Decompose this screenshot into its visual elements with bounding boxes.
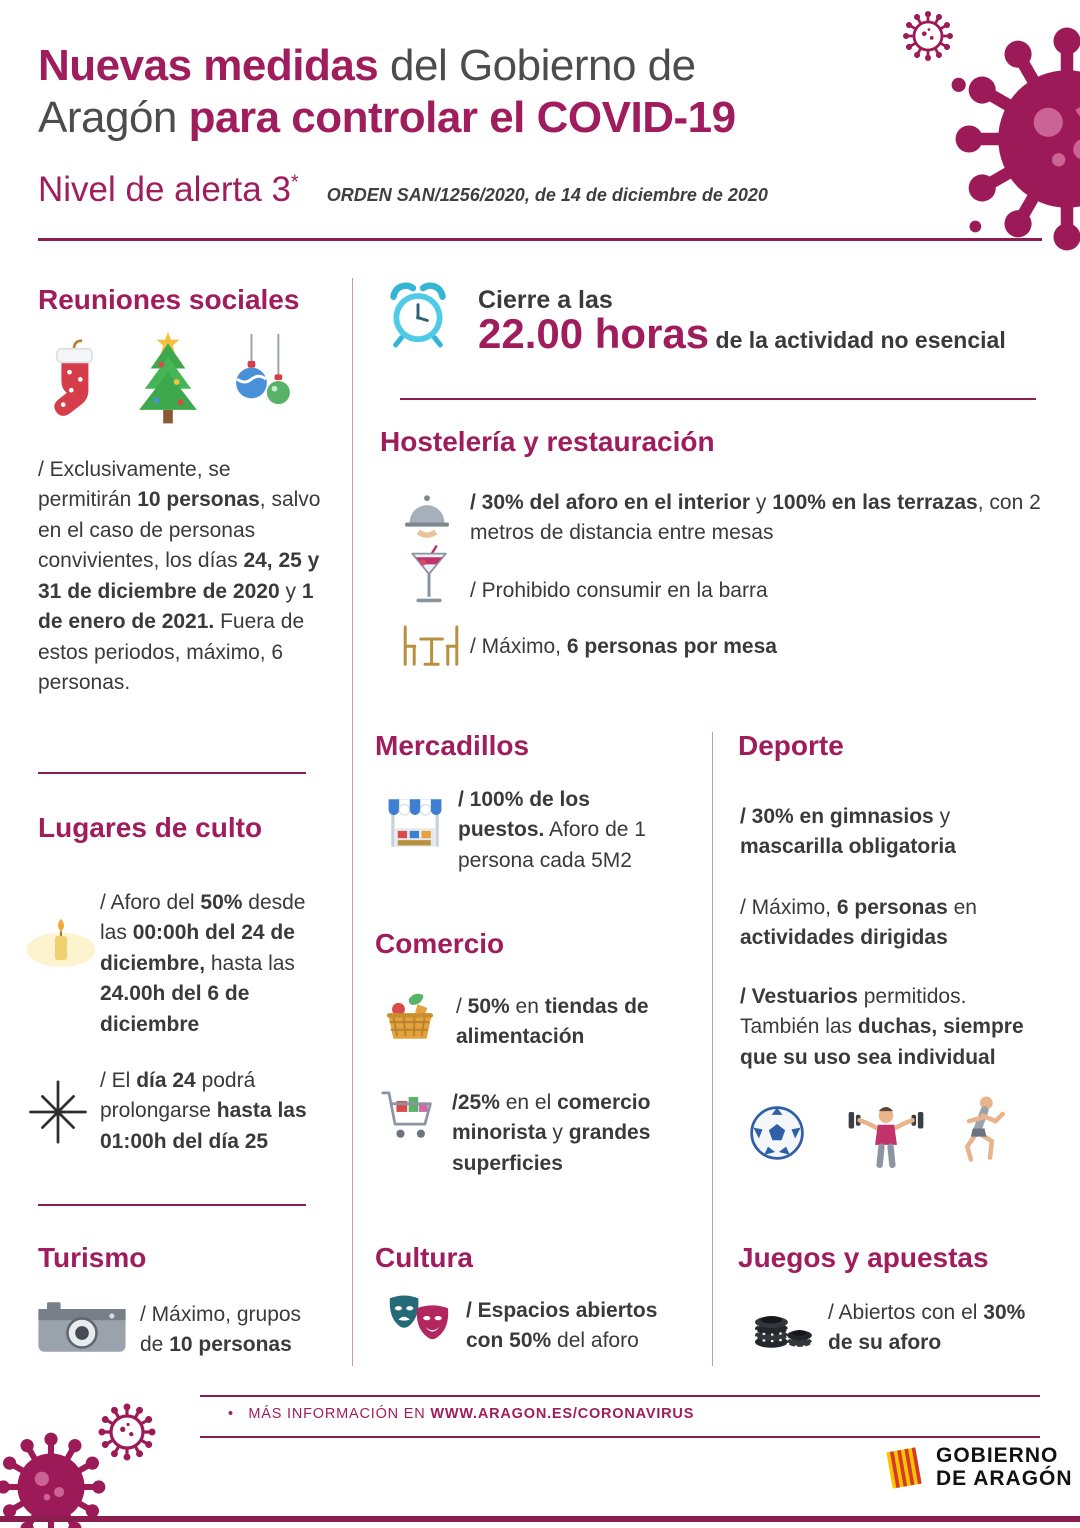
header-divider: [38, 238, 1042, 241]
soccer-ball-icon: [748, 1104, 806, 1162]
virus-solid-footer-icon: [0, 1426, 112, 1528]
footer-divider-top: [200, 1395, 1040, 1397]
section-heading-culto: Lugares de culto: [38, 812, 263, 843]
alarm-clock-icon: [382, 278, 454, 350]
culto-item-2: / El día 24 podrá prolongarse hasta las 01:00h del día 25: [100, 1069, 307, 1153]
section-heading-cultura: Cultura: [375, 1242, 473, 1273]
section-heading-comercio: Comercio: [375, 928, 505, 959]
alert-level: Nivel de alerta 3*: [38, 170, 299, 209]
turismo-body: / Máximo, grupos de 10 personas: [140, 1303, 302, 1357]
hosteleria-item-3: / Máximo, 6 personas por mesa: [470, 635, 777, 658]
page-title-line1: Nuevas medidas del Gobierno de: [38, 41, 696, 90]
closing-divider: [400, 398, 1036, 400]
page-title: [38, 40, 868, 144]
footer-divider-bottom: [200, 1436, 1040, 1438]
cloche-icon: [398, 488, 456, 542]
deporte-item-2: / Máximo, 6 personas en actividades dirigidas: [740, 896, 977, 950]
virus-large-icon: [942, 14, 1080, 264]
mercadillos-body: / 100% de los puestos. Aforo de 1 persona cada 5M2: [458, 788, 646, 872]
deporte-item-1: / 30% en gimnasios y mascarilla obligatoria: [740, 805, 956, 859]
footer-info: [228, 1406, 694, 1422]
weightlifter-icon: [845, 1092, 927, 1174]
left-divider-1: [38, 772, 306, 774]
theater-masks-icon: [380, 1292, 458, 1350]
hosteleria-item-2: / Prohibido consumir en la barra: [470, 579, 768, 602]
baubles-icon: [224, 334, 302, 430]
section-heading-mercadillos: Mercadillos: [375, 730, 530, 761]
market-stall-icon: [382, 790, 448, 856]
section-heading-juegos: Juegos y apuestas: [738, 1242, 989, 1273]
camera-icon: [35, 1296, 129, 1358]
reuniones-body: / Exclusivamente, se permitirán 10 personas, salvo en el caso de personas convivientes, los días 24, 25 y 31 de diciembre de 2020 y 1 de enero de 2021. Fuera de estos periodos, máximo, 6 personas.: [38, 458, 321, 695]
hosteleria-item-1: / 30% del aforo en el interior y 100% en las terrazas, con 2 metros de distancia entre mesas: [470, 491, 1041, 545]
closing-time: 22.00 horas: [478, 310, 710, 357]
alert-row: [38, 170, 768, 210]
left-divider-2: [38, 1204, 306, 1206]
cocktail-icon: [405, 543, 453, 611]
cultura-body: / Espacios abiertos con 50% del aforo: [466, 1299, 658, 1353]
basket-icon: [378, 985, 442, 1049]
comercio-item-2: /25% en el comercio minorista y grandes superficies: [452, 1091, 651, 1175]
closing-line2: [478, 310, 1048, 358]
poker-chips-icon: [750, 1294, 816, 1352]
footer-bullet: •: [228, 1406, 234, 1422]
sparkle-star-icon: [26, 1080, 90, 1144]
page-title-line2: Aragón para controlar el COVID-19: [38, 92, 736, 142]
runner-icon: [948, 1092, 1012, 1174]
deporte-item-3: / Vestuarios permitidos. También las duchas, siempre que su uso sea individual: [740, 985, 1024, 1069]
logo-text: [936, 1445, 1073, 1490]
closing-suffix: de la actividad no esencial: [709, 327, 1006, 353]
alert-asterisk: *: [290, 171, 299, 194]
gobierno-aragon-logo: [882, 1440, 1073, 1496]
juegos-body: / Abiertos con el 30% de su aforo: [828, 1301, 1026, 1355]
section-heading-deporte: Deporte: [738, 730, 844, 761]
shopping-cart-icon: [376, 1082, 444, 1150]
closing-line1: Cierre a las: [478, 286, 613, 314]
section-heading-turismo: Turismo: [38, 1242, 147, 1273]
vertical-divider-right: [712, 732, 713, 1366]
culto-item-1: / Aforo del 50% desde las 00:00h del 24 de diciembre, hasta las 24.00h del 6 de diciembre: [100, 891, 306, 1036]
section-heading-hosteleria: Hostelería y restauración: [380, 426, 715, 457]
aragon-flag-icon: [882, 1440, 926, 1496]
coronavirus-url[interactable]: WWW.ARAGON.ES/CORONAVIRUS: [430, 1406, 695, 1422]
stocking-icon: [38, 336, 110, 430]
christmas-tree-icon: [122, 328, 214, 434]
logo-line1: GOBIERNO: [936, 1444, 1059, 1468]
order-reference: ORDEN SAN/1256/2020, de 14 de diciembre de 2020: [326, 185, 768, 205]
candle-icon: [22, 912, 100, 972]
comercio-item-1: / 50% en tiendas de alimentación: [456, 995, 649, 1049]
logo-line2: DE ARAGÓN: [936, 1467, 1073, 1490]
footer-info-text: MÁS INFORMACIÓN EN: [248, 1406, 431, 1422]
table-chairs-icon: [398, 620, 464, 670]
vertical-divider-left: [352, 278, 353, 1366]
section-heading-reuniones: Reuniones sociales: [38, 284, 300, 315]
bottom-bar: [0, 1516, 1080, 1522]
